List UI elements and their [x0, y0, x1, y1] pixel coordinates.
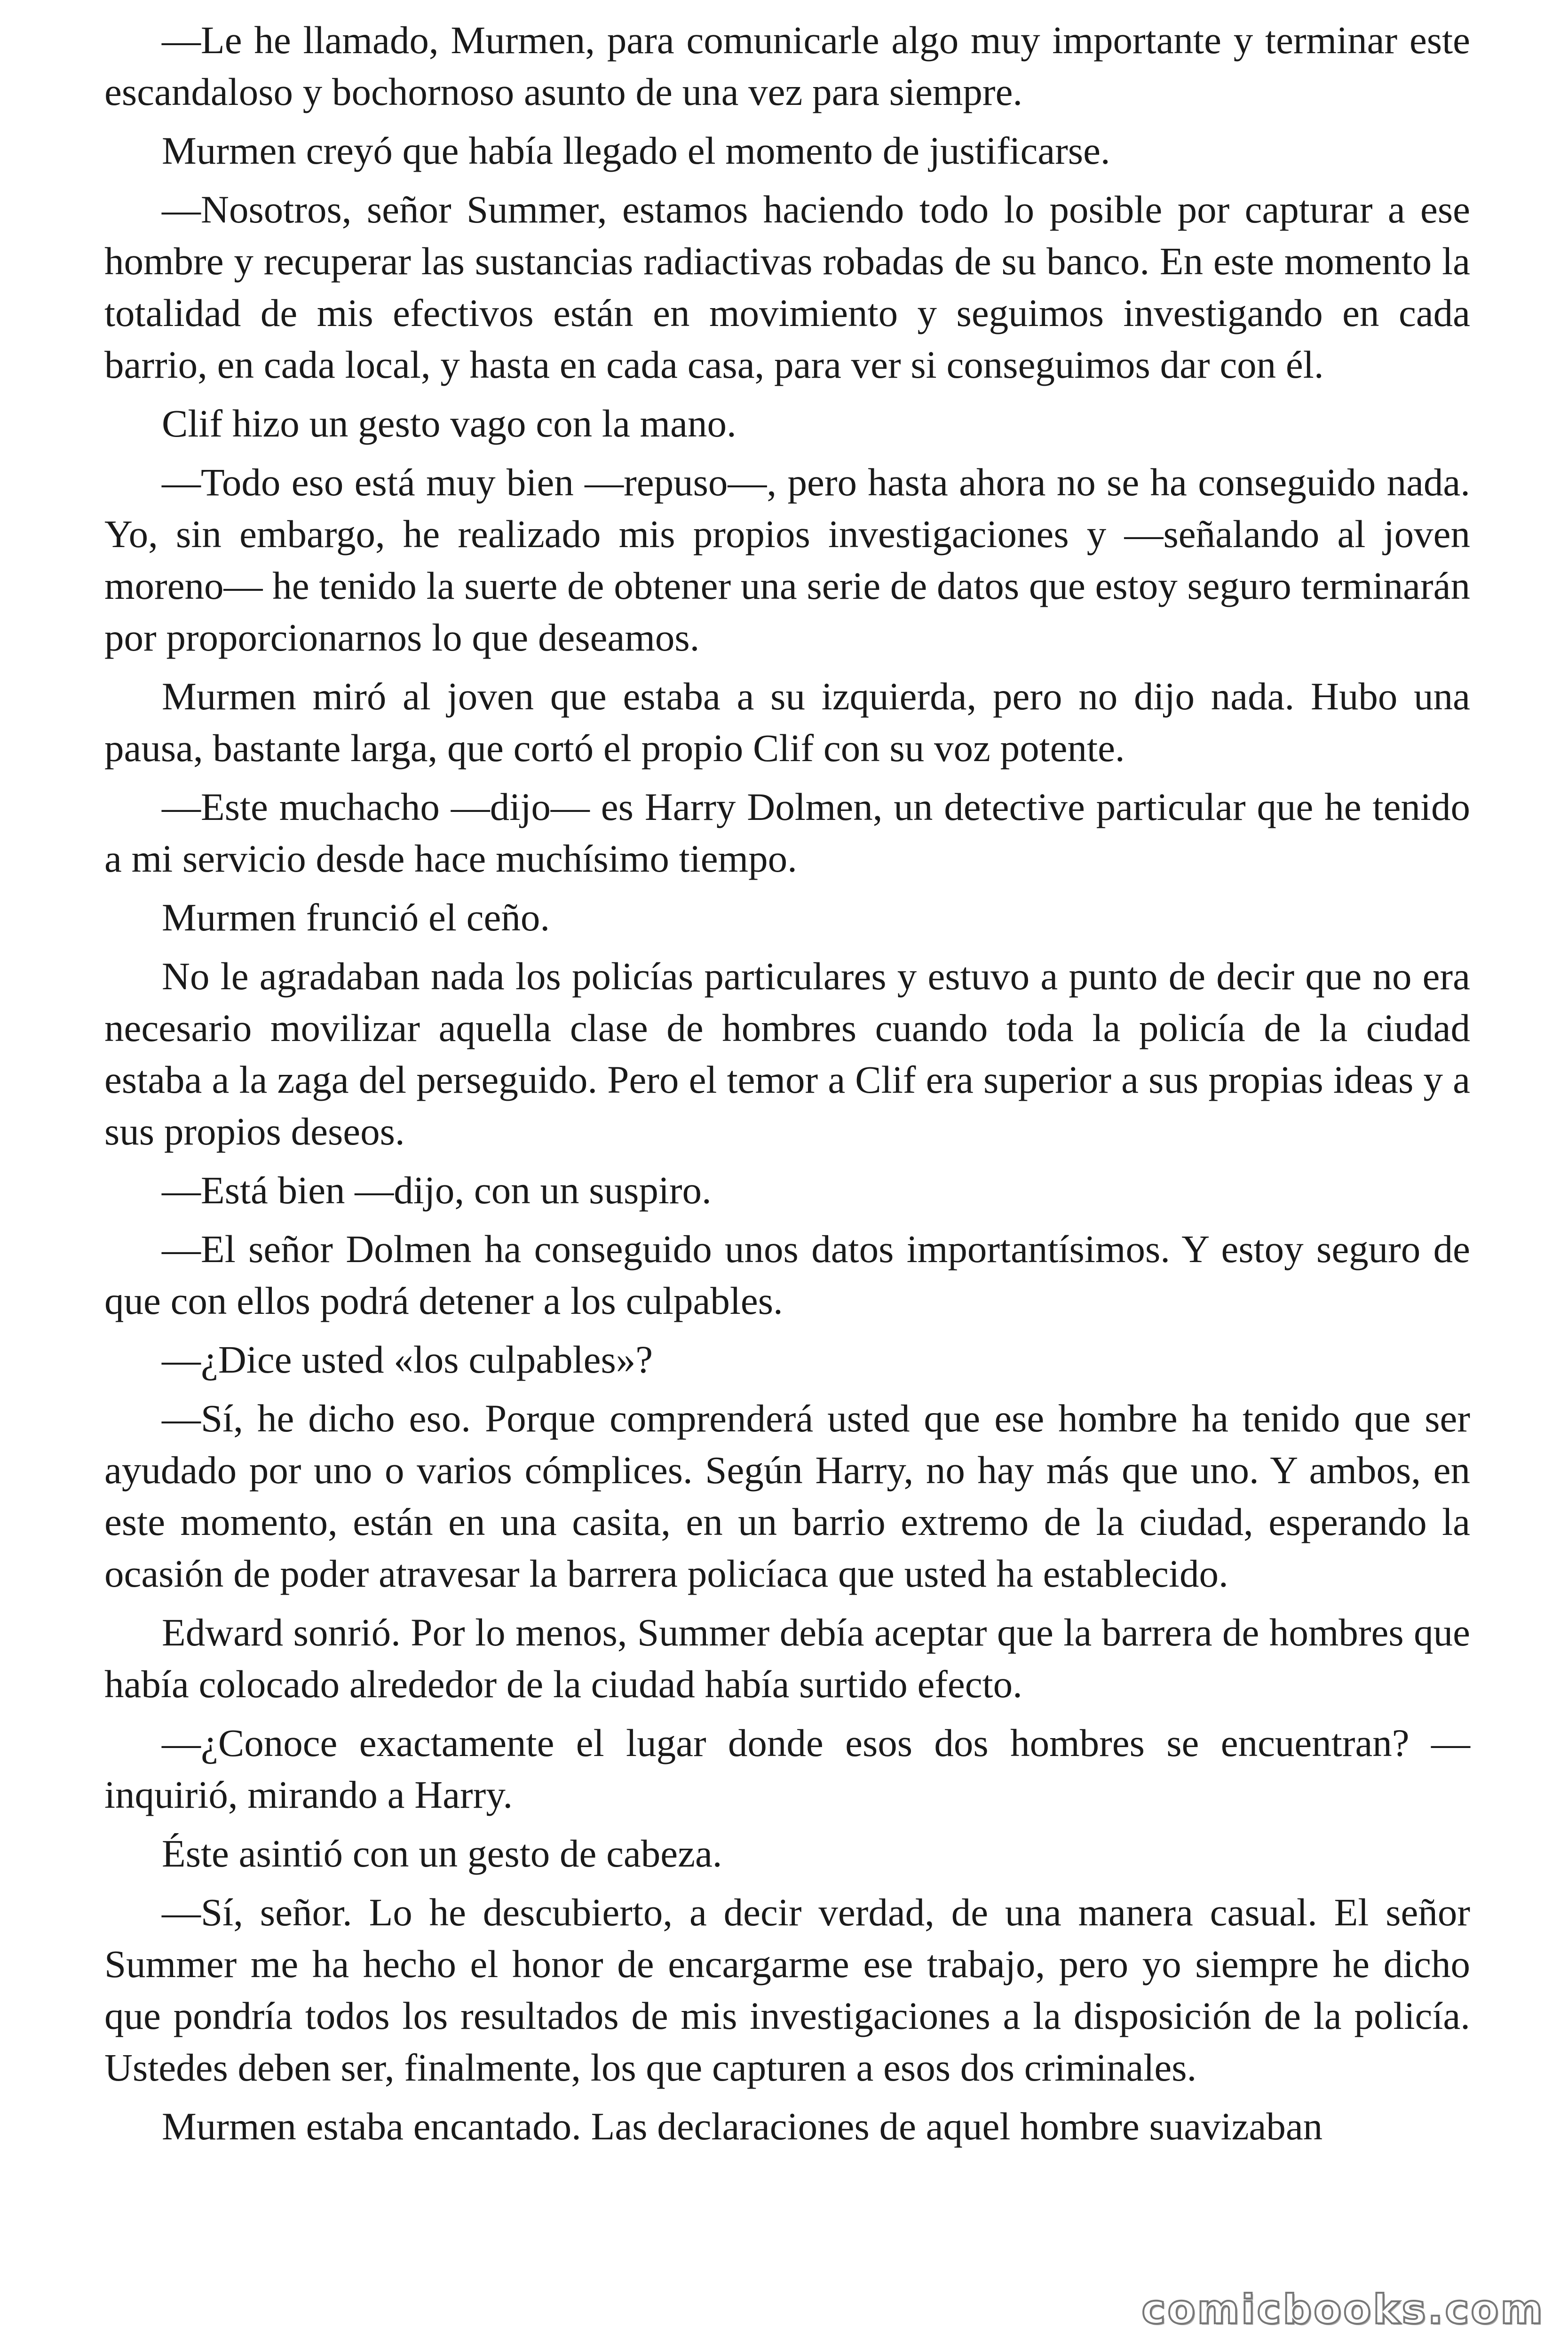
- book-page: [104, 14, 1470, 2159]
- paragraph: Edward sonrió. Por lo menos, Summer debía aceptar que la barrera de hombres que había colocado alrededor de la ciudad había surtido efecto.: [104, 1611, 1470, 1706]
- paragraph: —Todo eso está muy bien —repuso—, pero hasta ahora no se ha conseguido nada. Yo, sin embargo, he realizado mis propios investigaciones y —señalando al joven moreno— he tenido la suerte de obtener una serie de datos que estoy seguro terminarán por proporcionarnos lo que deseamos.: [104, 461, 1470, 659]
- paragraph: —¿Dice usted «los culpables»?: [162, 1338, 653, 1381]
- paragraph: Éste asintió con un gesto de cabeza.: [162, 1832, 722, 1875]
- paragraph: Murmen estaba encantado. Las declaraciones de aquel hombre suavizaban: [162, 2105, 1323, 2148]
- paragraph: Murmen creyó que había llegado el momento de justificarse.: [162, 129, 1110, 172]
- paragraph: —Sí, he dicho eso. Porque comprenderá usted que ese hombre ha tenido que ser ayudado por uno o varios cómplices. Según Harry, no hay más que uno. Y ambos, en este momento, están en una casita, en un barrio extremo de la ciudad, esperando la ocasión de poder atravesar la barrera policíaca que usted ha establecido.: [104, 1397, 1470, 1595]
- paragraph: Clif hizo un gesto vago con la mano.: [162, 402, 736, 445]
- paragraph: Murmen frunció el ceño.: [162, 896, 550, 939]
- paragraph: —Le he llamado, Murmen, para comunicarle algo muy importante y terminar este escandaloso y bochornoso asunto de una vez para siempre.: [104, 18, 1470, 113]
- site-watermark: comicbooks.com: [1141, 2286, 1544, 2333]
- paragraph: —Nosotros, señor Summer, estamos haciendo todo lo posible por capturar a ese hombre y recuperar las sustancias radiactivas robadas de su banco. En este momento la totalidad de mis efectivos están en movimiento y seguimos investigando en cada barrio, en cada local, y hasta en cada casa, para ver si conseguimos dar con él.: [104, 188, 1470, 386]
- paragraph: No le agradaban nada los policías particulares y estuvo a punto de decir que no era necesario movilizar aquella clase de hombres cuando toda la policía de la ciudad estaba a la zaga del perseguido. Pero el temor a Clif era superior a sus propias ideas y a sus propios deseos.: [104, 954, 1470, 1153]
- paragraph: —¿Conoce exactamente el lugar donde esos dos hombres se encuentran? —inquirió, mirando a Harry.: [104, 1721, 1470, 1816]
- paragraph: —Este muchacho —dijo— es Harry Dolmen, un detective particular que he tenido a mi servicio desde hace muchísimo tiempo.: [104, 785, 1470, 880]
- paragraph: —Sí, señor. Lo he descubierto, a decir verdad, de una manera casual. El señor Summer me ha hecho el honor de encargarme ese trabajo, pero yo siempre he dicho que pondría todos los resultados de mis investigaciones a la disposición de la policía. Ustedes deben ser, finalmente, los que capturen a esos dos criminales.: [104, 1891, 1470, 2089]
- paragraph: Murmen miró al joven que estaba a su izquierda, pero no dijo nada. Hubo una pausa, bastante larga, que cortó el propio Clif con su voz potente.: [104, 675, 1470, 770]
- paragraph: —Está bien —dijo, con un suspiro.: [162, 1168, 712, 1212]
- paragraph: —El señor Dolmen ha conseguido unos datos importantísimos. Y estoy seguro de que con ellos podrá detener a los culpables.: [104, 1227, 1470, 1322]
